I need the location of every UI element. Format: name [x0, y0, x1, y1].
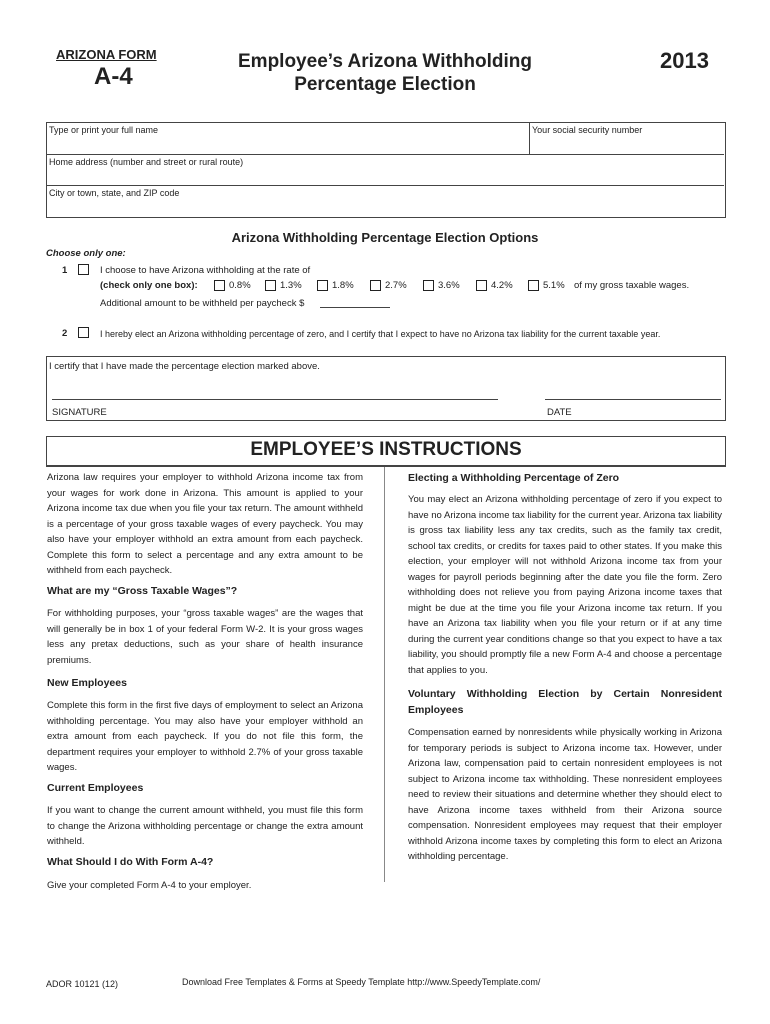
- option-2-text: I hereby elect an Arizona withholding percentage of zero, and I certify that I expect to have no Arizona tax liability for the current taxable year.: [100, 329, 661, 339]
- voluntary-withholding-heading: Voluntary Withholding Election by Certain Nonresident Employees: [408, 688, 722, 716]
- form-number: A-4: [94, 63, 133, 90]
- signature-label: SIGNATURE: [52, 407, 107, 418]
- option-2-number: 2: [62, 328, 68, 339]
- rate-checkbox[interactable]: [423, 280, 434, 291]
- rate-label: 4.2%: [491, 280, 513, 292]
- title-line-1: Employee’s Arizona Withholding: [238, 51, 532, 72]
- full-name-field[interactable]: [47, 123, 530, 154]
- options-heading: Arizona Withholding Percentage Election Options: [231, 230, 539, 245]
- form-name: ARIZONA FORM: [56, 47, 157, 62]
- instructions-heading: EMPLOYEE’S INSTRUCTIONS: [250, 439, 522, 460]
- rate-label: 5.1%: [543, 280, 565, 292]
- rate-label: 3.6%: [438, 280, 460, 292]
- rate-label: 0.8%: [229, 280, 251, 292]
- download-notice: Download Free Templates & Forms at Speedy Template http://www.SpeedyTemplate.com/: [182, 977, 541, 987]
- rate-suffix: of my gross taxable wages.: [574, 280, 690, 291]
- rate-checkbox[interactable]: [317, 280, 328, 291]
- date-label: DATE: [547, 407, 572, 418]
- new-employees-paragraph: Complete this form in the first five days of employment to select an Arizona withholding percentage. You may also have your employer withhold an extra amount from each paycheck. If you do not file this form, the department requires your employer to withhold 2.7% of your gross taxable wages.: [47, 700, 363, 773]
- rate-5.1[interactable]: [528, 280, 565, 291]
- rate-4.2[interactable]: [476, 280, 513, 291]
- new-employees-heading: New Employees: [47, 677, 127, 689]
- option-2-checkbox[interactable]: [78, 327, 89, 338]
- home-address-label: Home address (number and street or rural route): [49, 157, 244, 167]
- home-address-field[interactable]: [47, 154, 724, 186]
- form-year: 2013: [660, 48, 709, 73]
- form-code: ADOR 10121 (12): [46, 979, 119, 989]
- additional-amount-input[interactable]: [320, 297, 390, 308]
- zero-withholding-paragraph: You may elect an Arizona withholding percentage of zero if you expect to have no Arizona income tax liability for the current year. Arizona tax liability is gross tax liability less any tax credits, such as the family tax credit, school tax credits, or credits for taxes paid to other states. If you make this election, your employer will not withhold Arizona income tax from your wages for payroll periods beginning after the date you file the form. Zero withholding does not relieve you from paying Arizona income taxes that might be due at the time you file your Arizona income tax return. If you have an Arizona tax liability when you file your return or if at any time during the current year conditions change so that you expect to have a tax liability, you should promptly file a new Form A-4 and choose a percentage that applies to you.: [408, 494, 722, 676]
- current-employees-paragraph: If you want to change the current amount withheld, you must file this form to change the Arizona withholding percentage or change the extra amount withheld.: [47, 805, 363, 847]
- gross-wages-paragraph: For withholding purposes, your “gross taxable wages” are the wages that will generally be in box 1 of your federal Form W-2. It is your gross wages less any pretax deductions, such as your share of health insurance premiums.: [47, 608, 363, 666]
- rate-0.8[interactable]: [214, 280, 251, 291]
- current-employees-heading: Current Employees: [47, 782, 144, 794]
- certify-text: I certify that I have made the percentage election marked above.: [49, 361, 320, 372]
- ssn-field[interactable]: [530, 123, 724, 154]
- intro-paragraph: Arizona law requires your employer to withhold Arizona income tax from your wages for work done in Arizona. This amount is applied to your Arizona income tax due when you file your tax return. The amount withheld is a percentage of your gross taxable wages of every paycheck. You may also have your employer withhold an extra amount from each paycheck. Complete this form to select a percentage and any extra amount to be withheld from each paycheck.: [47, 472, 363, 576]
- additional-amount-label: Additional amount to be withheld per paycheck $: [100, 298, 305, 309]
- rate-1.3[interactable]: [265, 280, 302, 291]
- rate-checkbox[interactable]: [214, 280, 225, 291]
- voluntary-withholding-paragraph: Compensation earned by nonresidents while physically working in Arizona for temporary periods is subject to Arizona income tax. However, under Arizona law, compensation paid to certain nonresident employees is not subject to Arizona income tax withholding. These nonresident employees need to review their situations and determine whether they should elect to have Arizona income taxes withheld from their Arizona source compensation. Nonresident employees may request that their employer withhold Arizona income taxes by completing this form to elect an Arizona withholding percentage.: [408, 727, 722, 862]
- option-1-number: 1: [62, 265, 68, 276]
- signature-line[interactable]: [52, 399, 498, 400]
- what-should-paragraph: Give your completed Form A-4 to your employer.: [47, 880, 252, 891]
- gross-wages-heading: What are my “Gross Taxable Wages”?: [47, 585, 238, 597]
- rate-checkbox[interactable]: [528, 280, 539, 291]
- what-should-heading: What Should I do With Form A-4?: [47, 856, 214, 868]
- choose-only-one: Choose only one:: [46, 248, 126, 259]
- zero-withholding-heading: Electing a Withholding Percentage of Zero: [408, 472, 620, 484]
- rate-checkbox[interactable]: [476, 280, 487, 291]
- option-1-text: I choose to have Arizona withholding at the rate of: [100, 265, 311, 276]
- rate-3.6[interactable]: [423, 280, 460, 291]
- city-label: City or town, state, and ZIP code: [49, 188, 180, 198]
- column-divider: [384, 467, 385, 882]
- rate-2.7[interactable]: [370, 280, 407, 291]
- rate-checkbox[interactable]: [265, 280, 276, 291]
- rate-label: 2.7%: [385, 280, 407, 292]
- option-1-checkbox[interactable]: [78, 264, 89, 275]
- title-line-2: Percentage Election: [294, 74, 476, 95]
- check-one-label: (check only one box):: [100, 280, 198, 291]
- date-line[interactable]: [545, 399, 721, 400]
- rate-label: 1.3%: [280, 280, 302, 292]
- form-title: [215, 50, 555, 96]
- ssn-label: Your social security number: [532, 125, 643, 135]
- rate-label: 1.8%: [332, 280, 354, 292]
- rate-checkbox[interactable]: [370, 280, 381, 291]
- city-field[interactable]: [47, 185, 724, 217]
- full-name-label: Type or print your full name: [49, 125, 159, 135]
- rate-1.8[interactable]: [317, 280, 354, 291]
